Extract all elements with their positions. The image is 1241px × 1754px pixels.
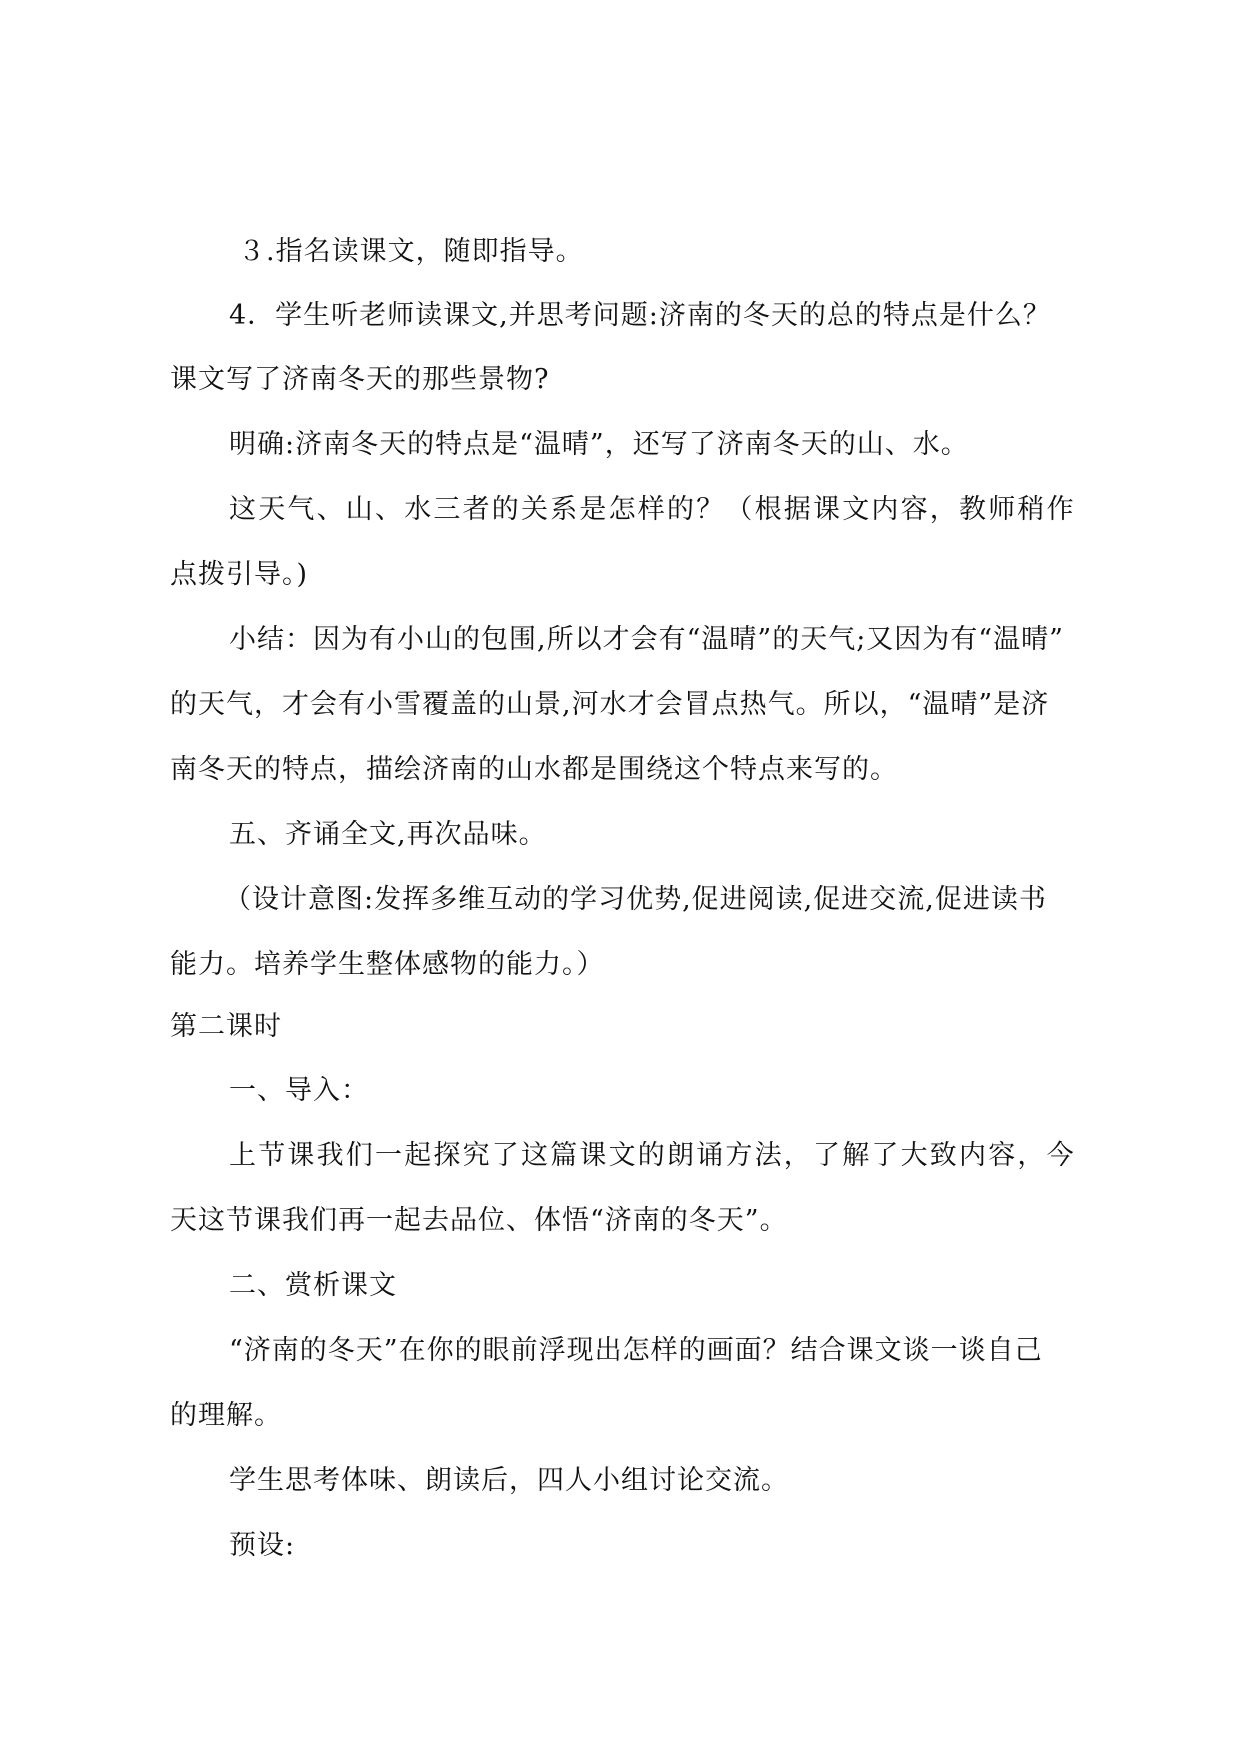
relation-question-cont: 点拨引导。): [170, 559, 309, 590]
section-appreciation-heading: 二、赏析课文: [229, 1270, 397, 1301]
intro-paragraph-cont: 天这节课我们再一起去品位、体悟“济南的冬天”。: [170, 1205, 788, 1236]
design-intent: （设计意图:发挥多维互动的学习优势,促进阅读,促进交流,促进读书: [224, 884, 1047, 915]
item-4-question-cont: 课文写了济南冬天的那些景物?: [170, 364, 550, 395]
second-lesson-heading: 第二课时: [170, 1011, 282, 1042]
item-3-read-aloud: ３.指名读课文，随即指导。: [238, 236, 584, 267]
picture-question-cont: 的理解。: [170, 1400, 282, 1431]
relation-question: 这天气、山、水三者的关系是怎样的？（根据课文内容，教师稍作: [229, 494, 1076, 525]
summary-paragraph-cont-1: 的天气，才会有小雪覆盖的山景,河水才会冒点热气。所以，“温晴”是济: [170, 689, 1050, 720]
picture-question: “济南的冬天”在你的眼前浮现出怎样的画面？结合课文谈一谈自己: [229, 1335, 1043, 1366]
item-4-listen-question: 4．学生听老师读课文,并思考问题:济南的冬天的总的特点是什么？: [229, 300, 1051, 331]
section-intro-heading: 一、导入：: [229, 1075, 369, 1106]
intro-paragraph: 上节课我们一起探究了这篇课文的朗诵方法，了解了大致内容，今: [229, 1140, 1076, 1171]
clarify-paragraph: 明确:济南冬天的特点是“温晴”，还写了济南冬天的山、水。: [229, 429, 969, 460]
summary-paragraph-cont-2: 南冬天的特点，描绘济南的山水都是围绕这个特点来写的。: [170, 754, 898, 785]
summary-paragraph: 小结：因为有小山的包围,所以才会有“温晴”的天气;又因为有“温晴”: [229, 624, 1064, 655]
preset-label: 预设:: [229, 1530, 296, 1561]
group-discussion: 学生思考体味、朗读后，四人小组讨论交流。: [229, 1465, 789, 1496]
section-five-heading: 五、齐诵全文,再次品味。: [229, 819, 547, 850]
design-intent-cont: 能力。培养学生整体感物的能力。）: [170, 949, 605, 980]
